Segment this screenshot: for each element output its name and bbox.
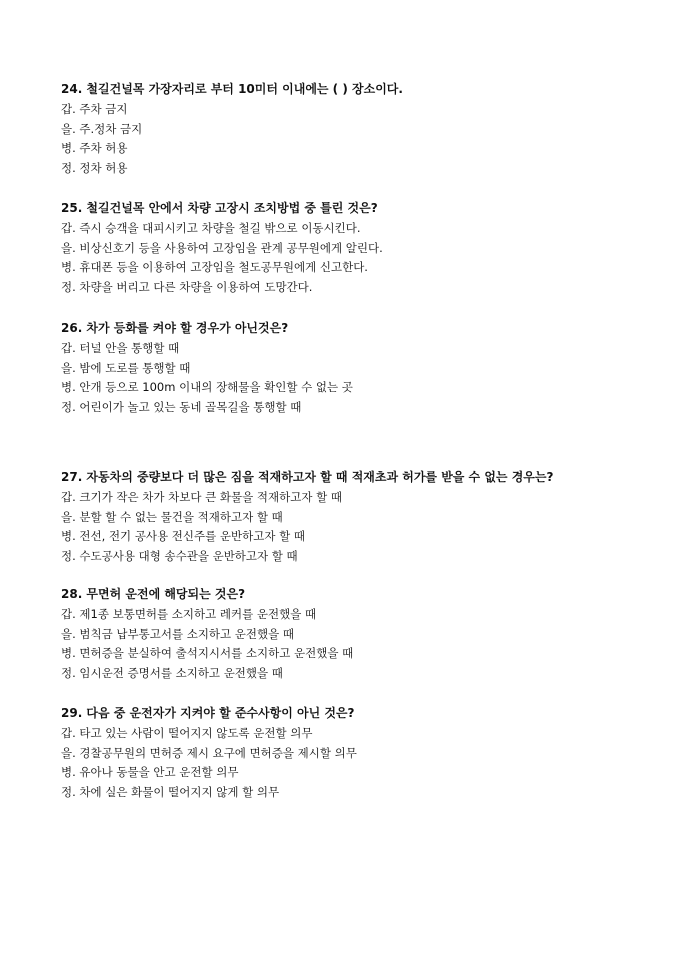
option-eul: 을. 밤에 도로를 통행할 때 (61, 360, 191, 375)
option-eul: 을. 분할 할 수 없는 물건을 적재하고자 할 때 (61, 509, 283, 524)
option-byeong: 병. 안개 등으로 100m 이내의 장해물을 확인할 수 없는 곳 (61, 380, 353, 394)
option-byeong: 병. 주차 허용 (61, 141, 128, 155)
option-gap: 갑. 크기가 작은 차가 차보다 큰 화물을 적재하고자 할 때 (61, 490, 342, 504)
option-eul: 을. 범칙금 납부통고서를 소지하고 운전했을 때 (61, 626, 295, 641)
option-gap: 갑. 즉시 승객을 대피시키고 차량을 철길 밖으로 이동시킨다. (61, 221, 361, 235)
option-byeong: 병. 전선, 전기 공사용 전신주를 운반하고자 할 때 (61, 529, 305, 543)
question-24 (61, 80, 640, 178)
option-gap: 갑. 터널 안을 통행할 때 (61, 341, 180, 355)
question-28 (61, 585, 640, 683)
question-title: 27. 자동차의 중량보다 더 많은 짐을 적재하고자 할 때 적재초과 허가를 받을 수 없는 경우는? (61, 470, 554, 484)
option-byeong: 병. 유아나 동물을 안고 운전할 의무 (61, 765, 239, 779)
option-jeong: 정. 임시운전 증명서를 소지하고 운전했을 때 (61, 665, 283, 680)
option-byeong: 병. 휴대폰 등을 이용하여 고장임을 철도공무원에게 신고한다. (61, 260, 368, 274)
question-title: 29. 다음 중 운전자가 지켜야 할 준수사항이 아닌 것은? (61, 706, 355, 720)
option-gap: 갑. 타고 있는 사람이 떨어지지 않도록 운전할 의무 (61, 726, 313, 740)
option-jeong: 정. 차량을 버리고 다른 차량을 이용하여 도망간다. (61, 279, 313, 294)
question-title: 25. 철길건널목 안에서 차량 고장시 조치방법 중 틀린 것은? (61, 201, 378, 215)
option-eul: 을. 주.정차 금지 (61, 121, 143, 136)
question-27 (61, 468, 640, 566)
question-title: 28. 무면허 운전에 해당되는 것은? (61, 587, 246, 601)
option-gap: 갑. 제1종 보통면허를 소지하고 레커를 운전했을 때 (61, 607, 317, 621)
question-26 (61, 319, 640, 417)
option-jeong: 정. 정차 허용 (61, 160, 128, 175)
question-title: 26. 차가 등화를 켜야 할 경우가 아닌것은? (61, 321, 289, 335)
option-jeong: 정. 어린이가 놀고 있는 동네 골목길을 통행할 때 (61, 399, 302, 414)
option-jeong: 정. 차에 실은 화물이 떨어지지 않게 할 의무 (61, 784, 280, 799)
option-gap: 갑. 주차 금지 (61, 102, 128, 116)
question-title: 24. 철길건널목 가장자리로 부터 10미터 이내에는 ( ) 장소이다. (61, 82, 403, 96)
option-byeong: 병. 면허증을 분실하여 출석지시서를 소지하고 운전했을 때 (61, 646, 354, 660)
option-jeong: 정. 수도공사용 대형 송수관을 운반하고자 할 때 (61, 548, 298, 563)
option-eul: 을. 비상신호기 등을 사용하여 고장임을 관계 공무원에게 알린다. (61, 240, 383, 255)
question-29 (61, 704, 640, 802)
question-25 (61, 199, 640, 297)
option-eul: 을. 경찰공무원의 면허증 제시 요구에 면허증을 제시할 의무 (61, 745, 357, 760)
